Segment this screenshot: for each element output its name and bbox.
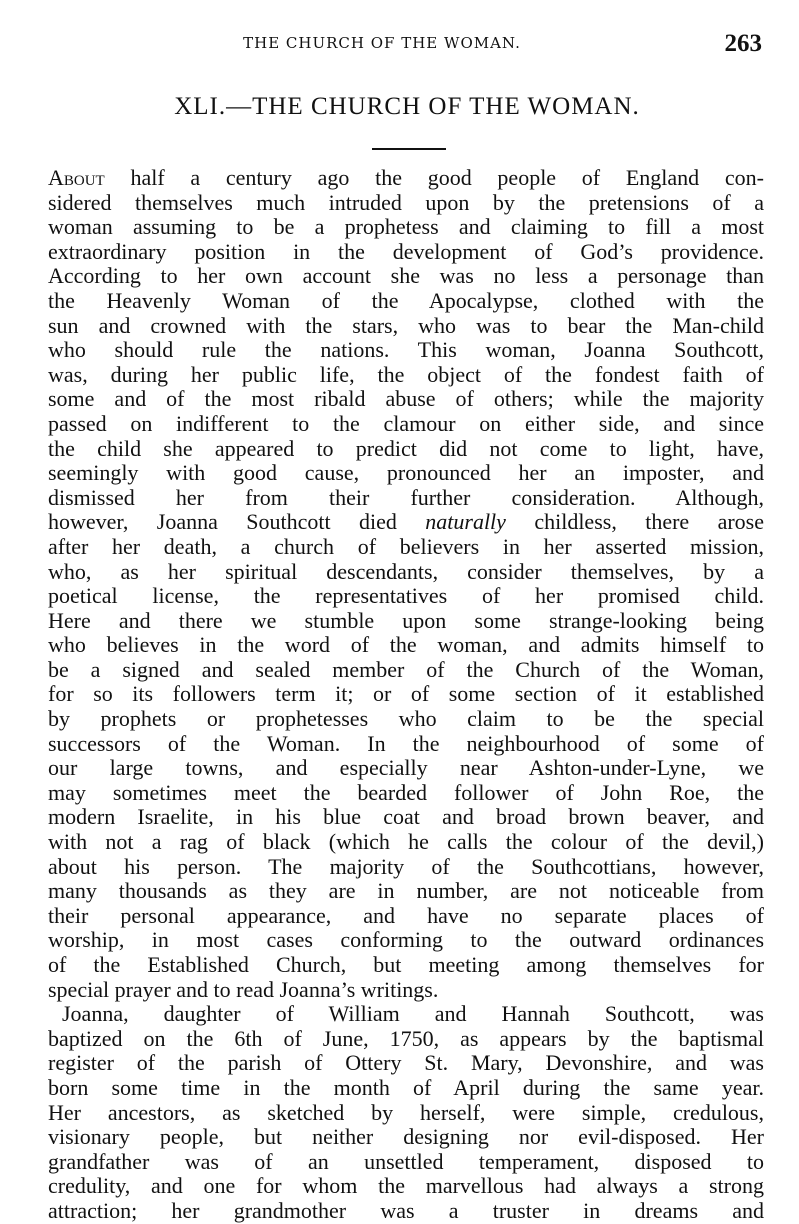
- paragraph-1-line: by prophets or prophetesses who claim to be the special: [48, 706, 764, 732]
- paragraph-2-line: attraction; her grandmother was a truster in dreams and: [48, 1197, 764, 1223]
- paragraph-1-line: many thousands as they are in number, are not noticeable from: [48, 878, 764, 904]
- opening-word: About: [48, 165, 105, 190]
- paragraph-1-line: the child she appeared to predict did not come to light, have,: [48, 435, 764, 461]
- paragraph-1-line: sun and crowned with the stars, who was to bear the Man-child: [48, 312, 764, 338]
- paragraph-1-line: with not a rag of black (which he calls the colour of the devil,): [48, 829, 764, 855]
- paragraph-1-line: dismissed her from their further consideration. Although,: [48, 484, 764, 510]
- paragraph-1-line: poetical license, the representatives of her promised child.: [48, 583, 764, 609]
- paragraph-1-line: extraordinary position in the development of God’s providence.: [48, 238, 764, 264]
- body-text: [48, 166, 764, 1224]
- paragraph-1-line: about his person. The majority of the Southcottians, however,: [48, 853, 764, 879]
- paragraph-2-line: born some time in the month of April during the same year.: [48, 1074, 764, 1100]
- paragraph-1-line: who, as her spiritual descendants, consider themselves, by a: [48, 558, 764, 584]
- chapter-title: XLI.—THE CHURCH OF THE WOMAN.: [174, 93, 640, 120]
- paragraph-2-line: register of the parish of Ottery St. Mary, Devonshire, and was: [48, 1050, 764, 1076]
- paragraph-1-line: the Heavenly Woman of the Apocalypse, clothed with the: [48, 287, 764, 313]
- paragraph-1-line: modern Israelite, in his blue coat and broad brown beaver, and: [48, 804, 764, 830]
- paragraph-1-line: Here and there we stumble upon some strange-looking being: [48, 607, 764, 633]
- paragraph-2-line: Joanna, daughter of William and Hannah Southcott, was: [62, 1001, 764, 1027]
- italic-emphasis: naturally: [425, 509, 506, 535]
- paragraph-1-line: According to her own account she was no less a personage than: [48, 263, 764, 289]
- paragraph-1-line: successors of the Woman. In the neighbourhood of some of: [48, 730, 764, 756]
- paragraph-1-line: may sometimes meet the bearded follower of John Roe, the: [48, 779, 764, 805]
- paragraph-1-line: About half a century ago the good people of England con-: [48, 165, 764, 190]
- paragraph-1-line: woman assuming to be a prophetess and claiming to fill a most: [48, 214, 764, 240]
- paragraph-1-line: some and of the most ribald abuse of others; while the majority: [48, 386, 764, 412]
- paragraph-1-line: however, Joanna Southcott died naturally childless, there arose: [48, 509, 765, 535]
- paragraph-1-line: who should rule the nations. This woman, Joanna Southcott,: [48, 337, 764, 363]
- paragraph-1-line: sidered themselves much intruded upon by the pretensions of a: [48, 189, 764, 215]
- paragraph-1-line: worship, in most cases conforming to the outward ordinances: [48, 927, 764, 953]
- paragraph-1-line: be a signed and sealed member of the Church of the Woman,: [48, 656, 764, 682]
- paragraph-1-line: after her death, a church of believers in her asserted mission,: [48, 533, 764, 559]
- page-number: 263: [724, 30, 762, 57]
- paragraph-1-line: who believes in the word of the woman, and admits himself to: [48, 632, 764, 658]
- running-title: THE CHURCH OF THE WOMAN.: [243, 34, 521, 52]
- title-divider: [372, 148, 446, 150]
- paragraph-2-line: visionary people, but neither designing nor evil-disposed. Her: [48, 1124, 764, 1150]
- running-head: [52, 30, 762, 56]
- paragraph-1-line: of the Established Church, but meeting among themselves for: [48, 952, 764, 977]
- paragraph-2-line: Her ancestors, as sketched by herself, were simple, credulous,: [48, 1099, 764, 1125]
- paragraph-1-line: seemingly with good cause, pronounced her an imposter, and: [48, 460, 764, 486]
- paragraph-1-line: for so its followers term it; or of some section of it established: [48, 681, 764, 707]
- paragraph-1-line: our large towns, and especially near Ashton-under-Lyne, we: [48, 755, 764, 781]
- paragraph-1-line: special prayer and to read Joanna’s writings.: [48, 976, 439, 1002]
- paragraph-2-line: credulity, and one for whom the marvellous had always a strong: [48, 1173, 764, 1199]
- paragraph-1-line: was, during her public life, the object of the fondest faith of: [48, 361, 764, 387]
- paragraph-2-line: baptized on the 6th of June, 1750, as appears by the baptismal: [48, 1025, 764, 1051]
- paragraph-1-line: their personal appearance, and have no separate places of: [48, 902, 764, 928]
- paragraph-2-line: grandfather was of an unsettled temperament, disposed to: [48, 1148, 764, 1174]
- paragraph-1-line: passed on indifferent to the clamour on either side, and since: [48, 410, 764, 436]
